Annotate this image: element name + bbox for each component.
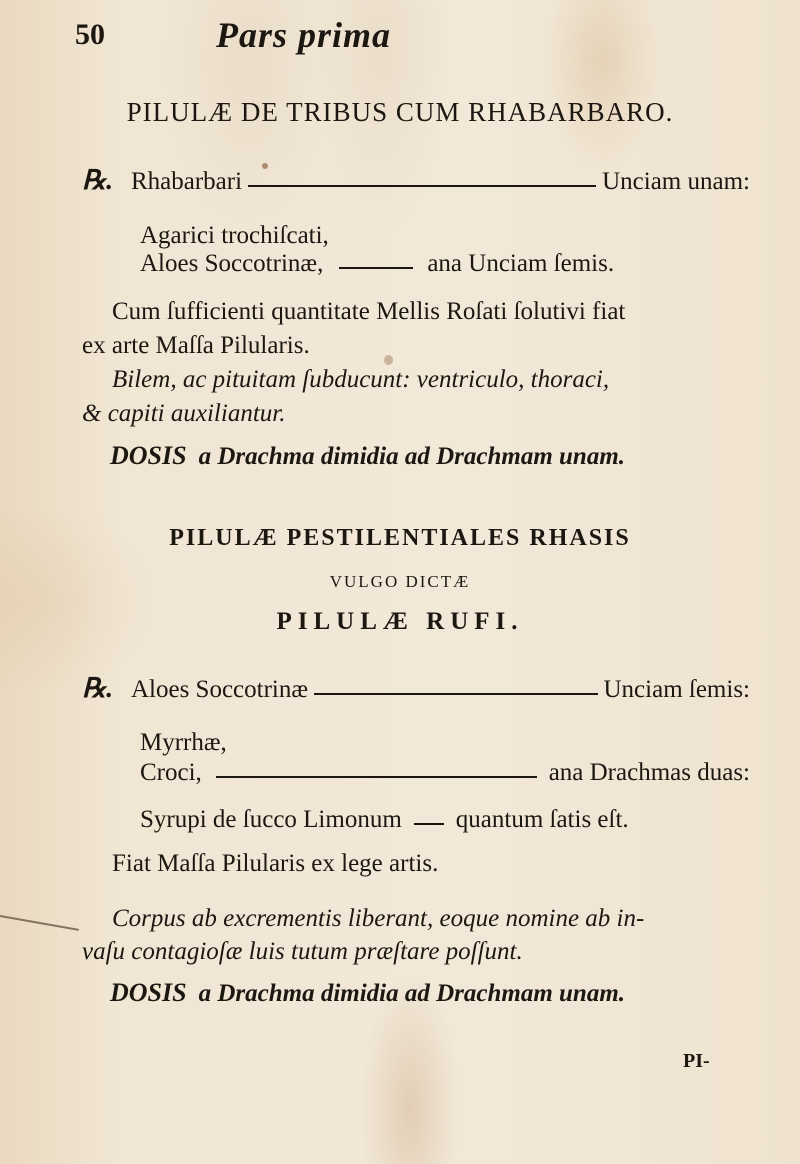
ingredient-quantity: Unciam ſemis: (603, 676, 750, 703)
ingredient-name: Syrupi de ſucco Limonum (140, 806, 402, 833)
dosis-text: a Drachma dimidia ad Drachmam unam. (198, 980, 626, 1007)
ingredient-quantity: ana Unciam ſemis. (427, 250, 615, 277)
virtues-line: Bilem, ac pituitam ſubducunt: ventriculo, thoraci, (112, 366, 610, 393)
virtues-line: vaſu contagioſæ luis tutum præſtare poſſunt. (82, 938, 523, 965)
leader-dashes (248, 185, 596, 187)
dosis-line (110, 978, 625, 1008)
ingredient-name: Croci, (140, 759, 202, 786)
ingredient-name: Myrrhæ, (140, 729, 227, 756)
dosis-label: DOSIS (110, 441, 187, 470)
ingredient-name: Aloes Soccotrinæ, (140, 250, 324, 277)
ingredient-quantity: Unciam unam: (602, 168, 750, 195)
leader-dashes (339, 267, 413, 269)
page-number: 50 (75, 18, 105, 51)
running-title: Pars prima (216, 15, 392, 55)
ingredient-line (140, 806, 750, 834)
section-title-2: PILULÆ PESTILENTIALES RHASIS (169, 525, 631, 551)
rx-symbol: ℞. (82, 673, 113, 703)
ingredient-quantity: quantum ſatis eſt. (455, 806, 629, 833)
ingredient-quantity: ana Drachmas duas: (548, 759, 750, 786)
preparation-line: ex arte Maſſa Pilularis. (82, 332, 310, 359)
section-alt-title: PILULÆ RUFI. (276, 608, 524, 635)
leader-dashes (216, 776, 537, 778)
dosis-line (110, 441, 625, 471)
ingredient-line (140, 759, 750, 787)
catchword: PI- (683, 1050, 710, 1072)
ingredient-line (82, 165, 750, 196)
ingredient-name: Rhabarbari (130, 168, 243, 195)
ink-spot (384, 355, 393, 365)
section-title-1: PILULÆ DE TRIBUS CUM RHABARBARO. (126, 97, 674, 127)
dosis-label: DOSIS (110, 978, 187, 1007)
virtues-line: & capiti auxiliantur. (82, 400, 286, 427)
preparation-line: Cum ſufficienti quantitate Mellis Roſati ſolutivi fiat (112, 298, 626, 325)
ingredient-line (140, 250, 750, 278)
ingredient-name: Aloes Soccotrinæ (130, 676, 309, 703)
preparation-line: Fiat Maſſa Pilularis ex lege artis. (112, 850, 439, 877)
rx-symbol: ℞. (82, 165, 113, 195)
ingredient-name: Agarici trochiſcati, (140, 222, 329, 249)
ingredient-line (82, 673, 750, 704)
section-subtitle: VULGO DICTÆ (329, 572, 471, 591)
page-crack (0, 915, 79, 931)
virtues-line: Corpus ab excrementis liberant, eoque nomine ab in- (112, 905, 645, 932)
leader-dashes (414, 823, 444, 825)
dosis-text: a Drachma dimidia ad Drachmam unam. (198, 443, 626, 470)
leader-dashes (314, 693, 597, 695)
